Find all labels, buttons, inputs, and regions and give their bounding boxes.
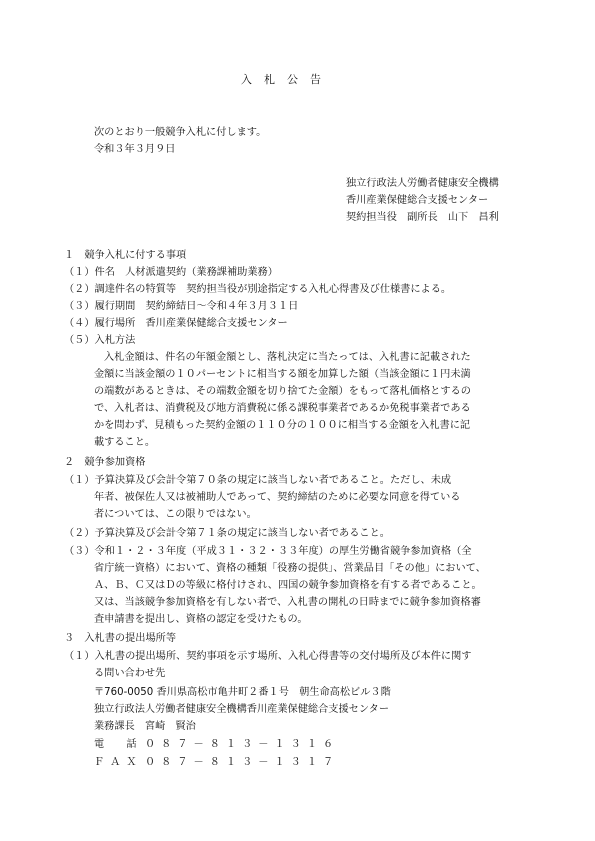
section2-item1-line: （１）予算決算及び会計令第７０条の規定に該当しない者であること。ただし、未成: [64, 475, 452, 486]
section2-item1-line: 者については、この限りではない。: [94, 509, 257, 520]
section1-item2: （２）調達件名の特質等 契約担当役が別途指定する入札心得書及び仕様書による。: [64, 284, 452, 295]
section2-heading: ２ 競争参加資格: [64, 457, 146, 468]
tel-label: 電 話: [94, 739, 143, 750]
section1-item5: （５）入札方法: [64, 335, 136, 346]
method-line: で、入札者は、消費税及び地方消費税に係る課税事業者であるか免税事業者である: [94, 403, 471, 414]
section3-heading: ３ 入札書の提出場所等: [64, 633, 177, 644]
section3-item1-line: る問い合わせ先: [94, 668, 166, 679]
method-line: 金額に当該金額の１０パーセントに相当する額を加算した額（当該金額に１円未満: [94, 369, 471, 380]
section1-heading: １ 競争入札に付する事項: [64, 250, 187, 261]
fax-number: ０８７－８１３－１３１７: [145, 757, 340, 768]
section2-item3-line: 査申請書を提出し、資格の認定を受けたもの。: [94, 614, 308, 625]
section3-item1-line: （１）入札書の提出場所、契約事項を示す場所、入札心得書等の交付場所及び本件に関す: [64, 651, 472, 662]
fax-label: ＦＡＸ: [94, 757, 143, 768]
section2-item3-line: Ａ、Ｂ、Ｃ又はＤの等級に格付けされ、四国の競争参加資格を有する者であること。: [94, 580, 482, 591]
method-line: の端数があるときは、その端数金額を切り捨てた金額）をもって落札価格とするの: [94, 386, 471, 397]
method-line: 載すること。: [94, 437, 156, 448]
section1-item3: （３）履行期間 契約締結日～令和４年３月３１日: [64, 301, 299, 312]
contact-person: 業務課長 宮崎 賢治: [94, 721, 196, 732]
section2-item1-line: 年者、被保佐人又は被補助人であって、契約締結のために必要な同意を得ている: [94, 492, 461, 503]
section2-item3-line: 又は、当該競争参加資格を有しない者で、入札書の開札の日時までに競争参加資格審: [94, 597, 481, 608]
section1-item1: （１）件名 人材派遣契約（業務課補助業務）: [64, 267, 278, 278]
issuer-officer: 契約担当役 副所長 山下 昌利: [346, 212, 499, 223]
notice-title: 入札公告: [241, 73, 333, 86]
contact-organization: 独立行政法人労働者健康安全機構香川産業保健総合支援センター: [94, 704, 390, 715]
tel-number: ０８７－８１３－１３１６: [145, 739, 340, 750]
notice-date: 令和３年３月９日: [94, 144, 176, 155]
section2-item3-line: （３）令和１・２・３年度（平成３１・３２・３３年度）の厚生労働省競争参加資格（全: [64, 546, 472, 557]
section2-item3-line: 省庁統一資格）において、資格の種類「役務の提供」、営業品目「その他」において、: [94, 563, 486, 574]
intro-text: 次のとおり一般競争入札に付します。: [94, 127, 267, 138]
contact-address: 〒760-0050 香川県高松市亀井町２番１号 朝生命高松ビル３階: [94, 687, 391, 698]
section2-item2: （２）予算決算及び会計令第７１条の規定に該当しない者であること。: [64, 528, 390, 539]
issuer-org: 独立行政法人労働者健康安全機構: [346, 178, 499, 189]
method-line: かを問わず、見積もった契約金額の１１０分の１００に相当する金額を入札書に記: [94, 420, 471, 431]
method-line: 入札金額は、件名の年額金額とし、落札決定に当たっては、入札書に記載された: [104, 352, 471, 363]
issuer-center: 香川産業保健総合支援センター: [346, 195, 489, 206]
section1-item4: （４）履行場所 香川産業保健総合支援センター: [64, 318, 288, 329]
